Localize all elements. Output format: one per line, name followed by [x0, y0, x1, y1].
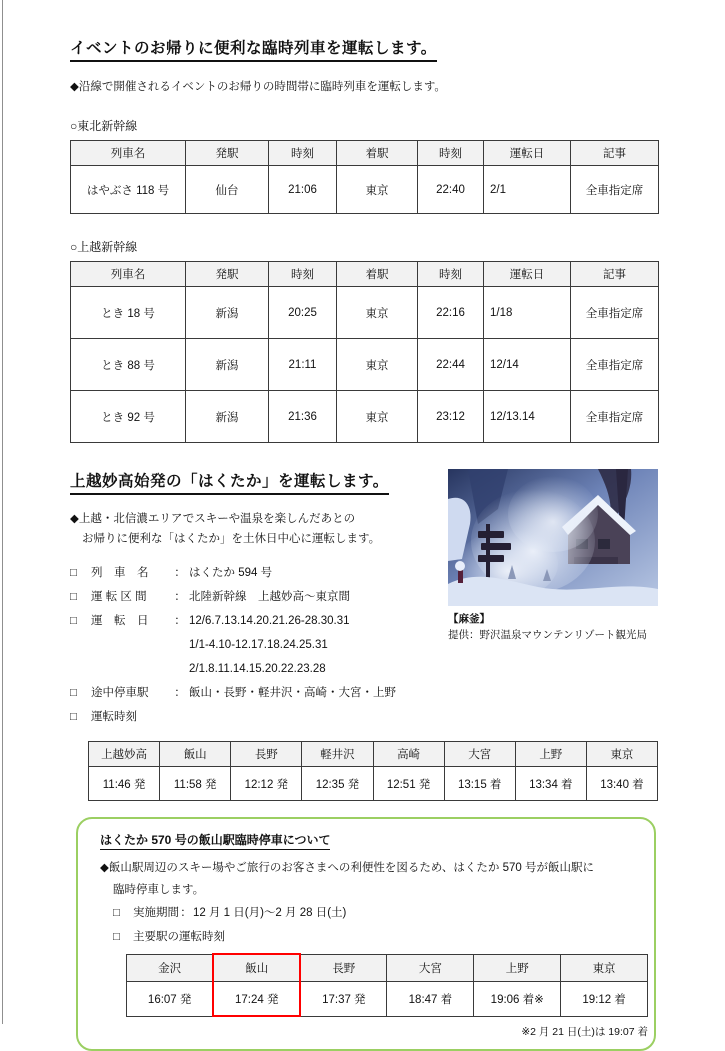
col-arr-time: 時刻 — [418, 262, 484, 287]
station-header: 東京 — [561, 954, 648, 982]
cell-arr-station: 東京 — [337, 166, 418, 214]
checkbox-icon: □ — [113, 907, 120, 919]
hakutaka594-timetable — [88, 741, 658, 801]
station-header: 上野 — [474, 954, 561, 982]
cell-run-dates: 12/13.14 — [484, 391, 571, 443]
footnote: ※2 月 21 日(土)は 19:07 着 — [521, 1026, 648, 1038]
col-remarks: 記事 — [571, 141, 659, 166]
hakutaka-detail-list — [70, 561, 442, 729]
hakutaka570-notice-box — [76, 817, 656, 1051]
checkbox-icon: □ — [70, 615, 77, 627]
cell-train-name: とき 92 号 — [71, 391, 186, 443]
col-remarks: 記事 — [571, 262, 659, 287]
cell-dep-time: 20:25 — [269, 287, 337, 339]
time-cell: 19:12 着 — [561, 982, 648, 1017]
station-header: 金沢 — [127, 954, 214, 982]
col-arr-station: 着駅 — [337, 262, 418, 287]
col-run-dates: 運転日 — [484, 141, 571, 166]
cell-remarks: 全車指定席 — [571, 339, 659, 391]
time-cell: 11:46 発 — [89, 767, 160, 801]
item-label: 列 車 名 — [91, 567, 149, 579]
cell-dep-time: 21:11 — [269, 339, 337, 391]
list-item-train-name — [70, 561, 442, 585]
joetsu-shinkansen-label: ○上越新幹線 — [70, 240, 138, 254]
col-dep-time: 時刻 — [269, 141, 337, 166]
cell-run-dates: 2/1 — [484, 166, 571, 214]
table-row — [71, 391, 659, 443]
cell-dep-station: 新潟 — [186, 391, 269, 443]
item-value: 北陸新幹線 上越妙高～東京間 — [189, 591, 350, 603]
station-header: 軽井沢 — [302, 742, 373, 767]
item-value: 飯山・長野・軽井沢・高崎・大宮・上野 — [189, 687, 396, 699]
checkbox-icon: □ — [70, 567, 77, 579]
item-label: 主要駅の運転時刻 — [133, 931, 225, 943]
cell-arr-station: 東京 — [337, 391, 418, 443]
notice-body-line2: 臨時停車します。 — [113, 884, 205, 896]
cell-train-name: とき 18 号 — [71, 287, 186, 339]
table-row — [127, 982, 648, 1017]
nozawa-onsen-photo — [448, 469, 658, 606]
item-separator: ： — [174, 615, 186, 627]
col-run-dates: 運転日 — [484, 262, 571, 287]
item-label: 実施期間 — [133, 907, 179, 919]
cell-arr-time: 23:12 — [418, 391, 484, 443]
cell-arr-time: 22:16 — [418, 287, 484, 339]
time-cell: 12:51 発 — [373, 767, 444, 801]
photo-caption-credit: 提供：野沢温泉マウンテンリゾート観光局 — [448, 629, 647, 641]
station-header: 東京 — [586, 742, 657, 767]
cell-arr-station: 東京 — [337, 287, 418, 339]
time-cell: 19:06 着※ — [474, 982, 561, 1017]
item-value: 12 月 1 日(月)～2 月 28 日(土) — [193, 907, 347, 919]
cell-arr-time: 22:40 — [418, 166, 484, 214]
section2-title: 上越妙高始発の「はくたか」を運転します。 — [70, 469, 389, 495]
cell-arr-station: 東京 — [337, 339, 418, 391]
item-label: 途中停車駅 — [91, 687, 149, 699]
time-cell: 12:35 発 — [302, 767, 373, 801]
photo-column — [448, 469, 660, 729]
col-arr-station: 着駅 — [337, 141, 418, 166]
table-header-row — [71, 262, 659, 287]
time-cell: 13:40 着 — [586, 767, 657, 801]
run-dates-line2: 1/1-4.10-12.17.18.24.25.31 — [189, 639, 328, 651]
table-header-row — [71, 141, 659, 166]
hakutaka-text-column — [70, 469, 442, 729]
cell-arr-time: 22:44 — [418, 339, 484, 391]
cell-run-dates: 12/14 — [484, 339, 571, 391]
section1-intro: ◆沿線で開催されるイベントのお帰りの時間帯に臨時列車を運転します。 — [70, 81, 446, 93]
photo-caption-title: 【麻釜】 — [448, 613, 490, 625]
joetsu-shinkansen-table — [70, 261, 659, 443]
item-label: 運転時刻 — [91, 711, 137, 723]
list-item-run-dates — [70, 609, 442, 633]
page-edge-line — [2, 0, 3, 1024]
checkbox-icon: □ — [70, 687, 77, 699]
item-separator: ： — [174, 591, 186, 603]
list-item-major-stations — [113, 925, 638, 949]
item-label: 運 転 区 間 — [91, 591, 147, 603]
list-item-route — [70, 585, 442, 609]
time-cell: 13:34 着 — [515, 767, 586, 801]
station-header: 長野 — [300, 954, 387, 982]
tohoku-shinkansen-table — [70, 140, 659, 214]
station-header: 大宮 — [444, 742, 515, 767]
station-header: 長野 — [231, 742, 302, 767]
section1-title: イベントのお帰りに便利な臨時列車を運転します。 — [70, 36, 437, 62]
time-cell: 11:58 発 — [160, 767, 231, 801]
cell-dep-time: 21:06 — [269, 166, 337, 214]
item-separator: ： — [174, 567, 186, 579]
run-dates-line3: 2/1.8.11.14.15.20.22.23.28 — [189, 663, 326, 675]
col-train-name: 列車名 — [71, 262, 186, 287]
item-separator: ： — [174, 687, 186, 699]
item-value: はくたか 594 号 — [189, 567, 273, 579]
cell-remarks: 全車指定席 — [571, 287, 659, 339]
checkbox-icon: □ — [113, 931, 120, 943]
list-item-stops — [70, 681, 442, 705]
section2-intro-line1: ◆上越・北信濃エリアでスキーや温泉を楽しんだあとの — [70, 513, 356, 525]
station-header: 上野 — [515, 742, 586, 767]
time-cell-highlighted: 17:24 発 — [213, 982, 300, 1017]
time-cell: 17:37 発 — [300, 982, 387, 1017]
station-header: 高崎 — [373, 742, 444, 767]
table-row — [89, 767, 658, 801]
time-cell: 18:47 着 — [387, 982, 474, 1017]
notice-box-title: はくたか 570 号の飯山駅臨時停車について — [100, 831, 330, 850]
cell-train-name: はやぶさ 118 号 — [71, 166, 186, 214]
cell-run-dates: 1/18 — [484, 287, 571, 339]
station-header: 飯山 — [160, 742, 231, 767]
col-arr-time: 時刻 — [418, 141, 484, 166]
list-item-period — [113, 901, 638, 925]
time-cell: 16:07 発 — [127, 982, 214, 1017]
cell-dep-station: 新潟 — [186, 287, 269, 339]
cell-remarks: 全車指定席 — [571, 391, 659, 443]
cell-dep-time: 21:36 — [269, 391, 337, 443]
table-row — [71, 287, 659, 339]
section2-intro-line2: お帰りに便利な「はくたか」を土休日中心に運転します。 — [82, 533, 381, 545]
item-label: 運 転 日 — [91, 615, 149, 627]
cell-remarks: 全車指定席 — [571, 166, 659, 214]
col-dep-station: 発駅 — [186, 141, 269, 166]
col-dep-time: 時刻 — [269, 262, 337, 287]
item-separator: ： — [180, 907, 192, 919]
cell-dep-station: 新潟 — [186, 339, 269, 391]
col-dep-station: 発駅 — [186, 262, 269, 287]
table-header-row — [89, 742, 658, 767]
cell-train-name: とき 88 号 — [71, 339, 186, 391]
time-cell: 13:15 着 — [444, 767, 515, 801]
station-header-highlighted: 飯山 — [213, 954, 300, 982]
station-header: 上越妙高 — [89, 742, 160, 767]
notice-body-line1: ◆飯山駅周辺のスキー場やご旅行のお客さまへの利便性を図るため、はくたか 570 号が飯山駅に — [100, 862, 594, 874]
table-header-row — [127, 954, 648, 982]
station-header: 大宮 — [387, 954, 474, 982]
table-row — [71, 339, 659, 391]
table-row — [71, 166, 659, 214]
list-item-timetable — [70, 705, 442, 729]
time-cell: 12:12 発 — [231, 767, 302, 801]
item-value: 12/6.7.13.14.20.21.26-28.30.31 — [189, 615, 350, 627]
checkbox-icon: □ — [70, 711, 77, 723]
page-content — [70, 36, 662, 1051]
section-event-trains — [70, 36, 662, 443]
section-hakutaka — [70, 469, 662, 729]
tohoku-shinkansen-label: ○東北新幹線 — [70, 119, 138, 133]
cell-dep-station: 仙台 — [186, 166, 269, 214]
col-train-name: 列車名 — [71, 141, 186, 166]
hakutaka570-timetable — [126, 953, 648, 1017]
checkbox-icon: □ — [70, 591, 77, 603]
